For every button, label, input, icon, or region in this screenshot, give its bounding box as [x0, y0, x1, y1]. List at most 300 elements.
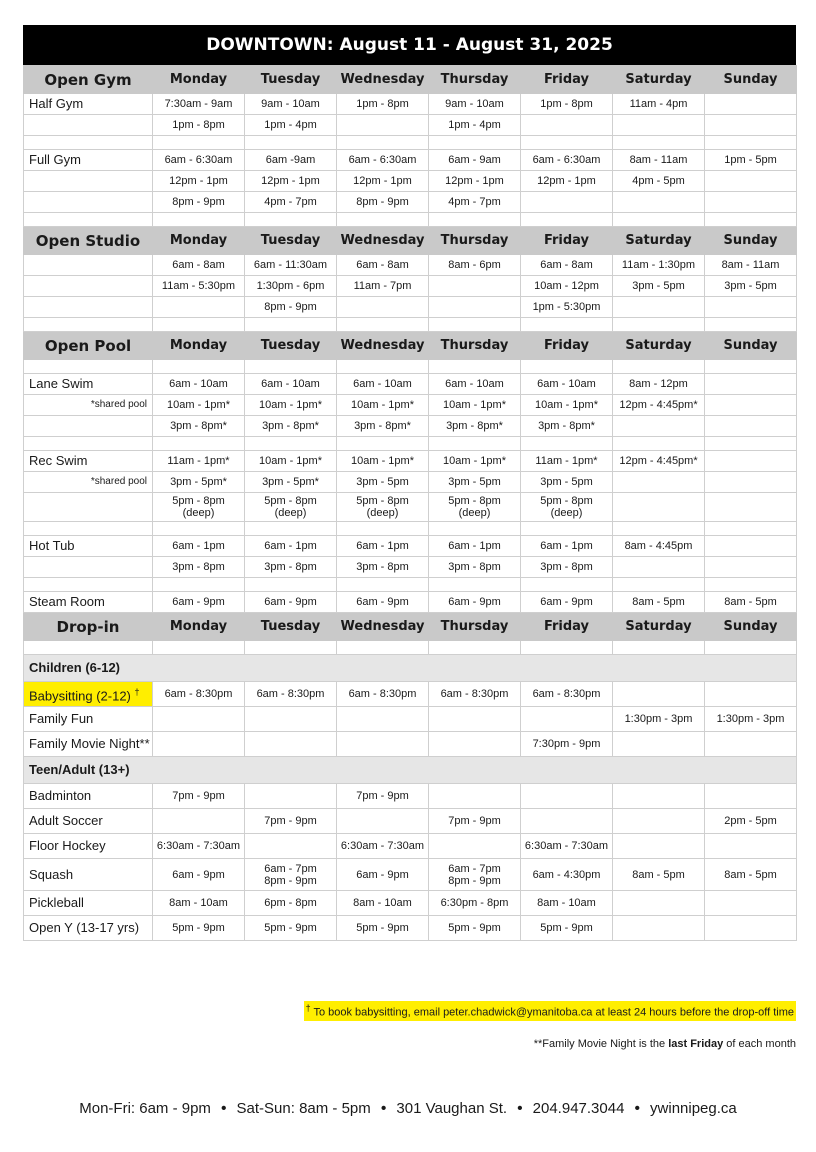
time-cell	[153, 784, 245, 809]
empty-cell	[337, 641, 429, 655]
time-cell: 9am - 10am	[429, 94, 521, 115]
time-cell: 3pm - 8pm	[521, 557, 613, 578]
time-cell: 12pm - 4:45pm*	[613, 395, 705, 416]
day-header: Friday	[521, 332, 613, 360]
time-value: 6pm - 8pm	[264, 897, 317, 909]
time-cell: 10am - 12pm	[521, 276, 613, 297]
time-value: 6am - 9pm	[172, 868, 225, 881]
empty-cell	[613, 136, 705, 150]
rec-swim-row	[24, 472, 797, 493]
day-header: Wednesday	[337, 613, 429, 641]
open-pool-heading: Open Pool	[24, 332, 153, 360]
activity-label: Badminton	[24, 784, 153, 809]
time-cell: 3pm - 5pm*	[153, 472, 245, 493]
weekend-hours: Sat-Sun: 8am - 5pm	[236, 1100, 371, 1117]
deep-time: 5pm - 8pm	[356, 495, 409, 507]
time-value: 8am - 5pm	[632, 868, 685, 881]
time-cell	[705, 94, 797, 115]
time-cell: 6am - 8:30pm	[153, 682, 245, 707]
activity-label: Rec Swim	[24, 451, 153, 472]
time-cell: 3pm - 8pm	[429, 557, 521, 578]
time-cell	[521, 859, 613, 891]
activity-label: Family Fun	[24, 707, 153, 732]
time-cell: 6am - 9pm	[153, 592, 245, 613]
empty-cell	[429, 360, 521, 374]
time-cell: 6am - 1pm	[337, 536, 429, 557]
time-cell: 3pm - 8pm	[245, 557, 337, 578]
empty-cell	[521, 136, 613, 150]
time-cell	[153, 891, 245, 916]
time-cell	[705, 536, 797, 557]
activity-label	[24, 493, 153, 522]
time-value: 6:30pm - 8pm	[440, 897, 509, 909]
empty-cell	[613, 360, 705, 374]
time-cell: 3pm - 8pm*	[337, 416, 429, 437]
time-cell: 3pm - 8pm	[337, 557, 429, 578]
day-header: Tuesday	[245, 332, 337, 360]
time-cell: 8am - 11am	[613, 150, 705, 171]
time-cell	[613, 784, 705, 809]
empty-cell	[153, 213, 245, 227]
time-value: 6:30am - 7:30am	[340, 840, 425, 852]
activity-label: Family Movie Night**	[24, 732, 153, 757]
empty-cell	[429, 318, 521, 332]
time-cell	[429, 276, 521, 297]
time-cell	[613, 416, 705, 437]
deep-label: (deep)	[274, 507, 307, 519]
empty-cell	[705, 318, 797, 332]
time-value: 5pm - 9pm	[264, 922, 317, 934]
drop-in-header-row	[24, 613, 797, 641]
activity-label: Adult Soccer	[24, 809, 153, 834]
time-cell	[705, 557, 797, 578]
address: 301 Vaughan St.	[396, 1100, 508, 1117]
activity-label: Open Y (13-17 yrs)	[24, 916, 153, 941]
time-cell	[613, 891, 705, 916]
separator-dot: •	[634, 1100, 640, 1117]
empty-cell	[337, 136, 429, 150]
activity-label	[24, 416, 153, 437]
time-cell: 6am - 8:30pm	[521, 682, 613, 707]
day-header: Monday	[153, 332, 245, 360]
time-cell: 3pm - 5pm*	[245, 472, 337, 493]
time-cell	[429, 859, 521, 891]
time-cell: 3pm - 5pm	[613, 276, 705, 297]
empty-cell	[153, 641, 245, 655]
hot-tub-row	[24, 536, 797, 557]
time-cell: 6am - 6:30am	[337, 150, 429, 171]
time-cell	[245, 891, 337, 916]
deep-label: (deep)	[366, 507, 399, 519]
separator-dot: •	[380, 1100, 387, 1117]
empty-cell	[521, 213, 613, 227]
separator-dot: •	[221, 1100, 227, 1117]
day-header: Saturday	[613, 613, 705, 641]
empty-cell	[521, 522, 613, 536]
time-cell: 10am - 1pm*	[429, 395, 521, 416]
schedule-table	[23, 65, 797, 941]
time-cell: 10am - 1pm*	[153, 395, 245, 416]
time-cell	[705, 891, 797, 916]
time-cell: 8am - 5pm	[613, 592, 705, 613]
time-cell	[153, 732, 245, 757]
time-cell	[153, 859, 245, 891]
open-studio-heading: Open Studio	[24, 227, 153, 255]
time-cell: 8am - 6pm	[429, 255, 521, 276]
day-header: Wednesday	[337, 332, 429, 360]
time-cell: 1pm - 5:30pm	[521, 297, 613, 318]
time-cell	[337, 859, 429, 891]
time-cell: 11am - 5:30pm	[153, 276, 245, 297]
time-cell	[245, 707, 337, 732]
time-cell	[153, 916, 245, 941]
teen-row	[24, 834, 797, 859]
teen-subheader-row	[24, 757, 797, 784]
time-cell: 8pm - 9pm	[337, 192, 429, 213]
time-cell	[337, 115, 429, 136]
phone-number: 204.947.3044	[532, 1100, 625, 1117]
time-cell	[613, 809, 705, 834]
time-cell: 8am - 11am	[705, 255, 797, 276]
time-cell: 6am - 11:30am	[245, 255, 337, 276]
time-cell	[245, 493, 337, 522]
open-pool-header-row	[24, 332, 797, 360]
empty-cell	[337, 437, 429, 451]
time-value: 5pm - 9pm	[540, 922, 593, 934]
time-cell	[521, 809, 613, 834]
time-cell: 3pm - 8pm*	[429, 416, 521, 437]
empty-cell	[153, 136, 245, 150]
activity-label	[24, 171, 153, 192]
time-cell: 8am - 12pm	[613, 374, 705, 395]
time-value: 8pm - 9pm	[264, 874, 317, 887]
empty-cell	[337, 360, 429, 374]
open-gym-row	[24, 171, 797, 192]
time-cell	[705, 192, 797, 213]
teen-row	[24, 784, 797, 809]
empty-cell	[24, 360, 153, 374]
empty-cell	[245, 213, 337, 227]
time-cell: 1pm - 5pm	[705, 150, 797, 171]
children-row	[24, 707, 797, 732]
time-cell	[613, 115, 705, 136]
empty-cell	[429, 578, 521, 592]
time-cell	[521, 493, 613, 522]
time-value: 8am - 10am	[537, 897, 596, 909]
time-cell	[705, 493, 797, 522]
time-cell	[429, 732, 521, 757]
empty-cell	[337, 522, 429, 536]
time-value: 6:30am - 7:30am	[524, 840, 609, 852]
time-cell	[337, 784, 429, 809]
babysitting-label	[24, 682, 153, 707]
time-cell	[245, 784, 337, 809]
lane-swim-row	[24, 416, 797, 437]
time-cell: 4pm - 7pm	[245, 192, 337, 213]
activity-label: Full Gym	[24, 150, 153, 171]
empty-cell	[613, 641, 705, 655]
empty-cell	[245, 522, 337, 536]
time-cell: 8am - 5pm	[705, 592, 797, 613]
time-cell	[705, 451, 797, 472]
time-cell: 12pm - 1pm	[521, 171, 613, 192]
time-cell	[613, 297, 705, 318]
time-cell	[613, 472, 705, 493]
empty-cell	[153, 360, 245, 374]
empty-cell	[429, 437, 521, 451]
deep-time: 5pm - 8pm	[264, 495, 317, 507]
open-gym-row	[24, 115, 797, 136]
time-cell	[521, 707, 613, 732]
time-cell	[705, 732, 797, 757]
open-studio-header-row	[24, 227, 797, 255]
time-cell: 6am - 10am	[245, 374, 337, 395]
spacer-row	[24, 136, 797, 150]
time-cell	[613, 192, 705, 213]
open-studio-row	[24, 255, 797, 276]
day-header: Wednesday	[337, 227, 429, 255]
open-studio-row	[24, 297, 797, 318]
time-cell	[521, 115, 613, 136]
day-header: Monday	[153, 66, 245, 94]
time-value: 7pm - 9pm	[264, 815, 317, 827]
day-header: Thursday	[429, 613, 521, 641]
empty-cell	[705, 578, 797, 592]
empty-cell	[705, 213, 797, 227]
day-header: Thursday	[429, 227, 521, 255]
empty-cell	[521, 578, 613, 592]
time-cell: 6am - 1pm	[429, 536, 521, 557]
babysitting-footnote-text: To book babysitting, email peter.chadwick@ymanitoba.ca at least 24 hours before the drop-off time	[313, 1006, 794, 1019]
spacer-row	[24, 360, 797, 374]
time-value: 6am - 9pm	[356, 868, 409, 881]
time-cell	[613, 916, 705, 941]
time-value: 8pm - 9pm	[448, 874, 501, 887]
day-header: Tuesday	[245, 66, 337, 94]
deep-time: 5pm - 8pm	[540, 495, 593, 507]
time-cell: 6am - 9pm	[429, 592, 521, 613]
time-cell	[245, 834, 337, 859]
time-value: 5pm - 9pm	[448, 922, 501, 934]
time-cell: 6am - 1pm	[245, 536, 337, 557]
time-cell: 3pm - 5pm	[429, 472, 521, 493]
teen-row	[24, 891, 797, 916]
time-cell: 12pm - 4:45pm*	[613, 451, 705, 472]
open-studio-row	[24, 276, 797, 297]
day-header: Thursday	[429, 66, 521, 94]
time-cell: 11am - 1pm*	[521, 451, 613, 472]
spacer-row	[24, 213, 797, 227]
time-value: 6am - 7pm	[264, 862, 317, 875]
time-cell: 6am -9am	[245, 150, 337, 171]
time-cell	[429, 916, 521, 941]
movie-night-footnote	[534, 1038, 796, 1050]
rec-swim-deep-row	[24, 493, 797, 522]
time-cell: 3pm - 8pm*	[153, 416, 245, 437]
day-header: Monday	[153, 613, 245, 641]
time-cell: 1pm - 8pm	[337, 94, 429, 115]
time-cell: 6am - 8am	[337, 255, 429, 276]
spacer-row	[24, 641, 797, 655]
time-value: 7pm - 9pm	[356, 790, 409, 802]
time-cell	[245, 916, 337, 941]
time-value: 6am - 4:30pm	[532, 868, 601, 881]
time-cell: 6am - 8am	[521, 255, 613, 276]
time-cell	[429, 809, 521, 834]
time-cell	[705, 784, 797, 809]
activity-label: Floor Hockey	[24, 834, 153, 859]
time-cell: 3pm - 8pm*	[521, 416, 613, 437]
time-cell: 12pm - 1pm	[337, 171, 429, 192]
activity-label	[24, 255, 153, 276]
time-cell	[245, 732, 337, 757]
time-value: 7pm - 9pm	[172, 790, 225, 802]
time-cell	[429, 493, 521, 522]
movie-note-bold: last Friday	[668, 1038, 724, 1050]
time-cell: 11am - 4pm	[613, 94, 705, 115]
time-cell	[429, 784, 521, 809]
time-cell	[705, 834, 797, 859]
time-cell: 9am - 10am	[245, 94, 337, 115]
time-cell: 6am - 9am	[429, 150, 521, 171]
time-value: 6:30am - 7:30am	[156, 840, 241, 852]
time-cell: 6am - 8:30pm	[245, 682, 337, 707]
hot-tub-row	[24, 557, 797, 578]
empty-cell	[24, 213, 153, 227]
time-cell: 11am - 1pm*	[153, 451, 245, 472]
deep-label: (deep)	[458, 507, 491, 519]
spacer-row	[24, 578, 797, 592]
time-cell	[429, 891, 521, 916]
time-cell	[613, 557, 705, 578]
time-cell	[705, 115, 797, 136]
deep-time: 5pm - 8pm	[448, 495, 501, 507]
empty-cell	[613, 213, 705, 227]
activity-label: Squash	[24, 859, 153, 891]
empty-cell	[613, 437, 705, 451]
empty-cell	[245, 437, 337, 451]
time-value: 8am - 10am	[169, 897, 228, 909]
children-subheading: Children (6-12)	[24, 655, 797, 682]
time-cell	[429, 707, 521, 732]
empty-cell	[153, 437, 245, 451]
day-header: Sunday	[705, 613, 797, 641]
time-cell	[613, 834, 705, 859]
activity-label	[24, 557, 153, 578]
time-cell	[705, 297, 797, 318]
empty-cell	[24, 578, 153, 592]
time-cell: 8pm - 9pm	[245, 297, 337, 318]
empty-cell	[705, 437, 797, 451]
empty-cell	[429, 522, 521, 536]
day-header: Friday	[521, 66, 613, 94]
empty-cell	[613, 578, 705, 592]
time-value: 5pm - 9pm	[356, 922, 409, 934]
empty-cell	[613, 522, 705, 536]
time-cell	[245, 859, 337, 891]
time-cell: 6am - 1pm	[521, 536, 613, 557]
time-cell: 1pm - 4pm	[245, 115, 337, 136]
time-cell: 8pm - 9pm	[153, 192, 245, 213]
empty-cell	[429, 641, 521, 655]
drop-in-heading: Drop-in	[24, 613, 153, 641]
time-cell	[521, 891, 613, 916]
activity-label	[24, 192, 153, 213]
time-cell	[245, 809, 337, 834]
time-cell: 6am - 9pm	[245, 592, 337, 613]
time-cell: 8am - 4:45pm	[613, 536, 705, 557]
time-cell: 10am - 1pm*	[245, 395, 337, 416]
activity-label: Half Gym	[24, 94, 153, 115]
website-link[interactable]: ywinnipeg.ca	[650, 1100, 737, 1117]
time-cell: 3pm - 8pm*	[245, 416, 337, 437]
time-cell	[705, 682, 797, 707]
time-cell: 10am - 1pm*	[337, 451, 429, 472]
steam-room-row	[24, 592, 797, 613]
day-header: Sunday	[705, 66, 797, 94]
empty-cell	[245, 318, 337, 332]
time-cell	[337, 916, 429, 941]
time-cell	[705, 395, 797, 416]
time-cell: 4pm - 5pm	[613, 171, 705, 192]
empty-cell	[245, 136, 337, 150]
time-cell: 6am - 6:30am	[153, 150, 245, 171]
time-cell: 11am - 1:30pm	[613, 255, 705, 276]
empty-cell	[337, 318, 429, 332]
day-header: Tuesday	[245, 227, 337, 255]
teen-subheading: Teen/Adult (13+)	[24, 757, 797, 784]
day-header: Thursday	[429, 332, 521, 360]
day-header: Sunday	[705, 332, 797, 360]
time-cell	[521, 916, 613, 941]
empty-cell	[153, 578, 245, 592]
time-cell: 6am - 10am	[153, 374, 245, 395]
time-cell: 6am - 6:30am	[521, 150, 613, 171]
time-cell: 10am - 1pm*	[337, 395, 429, 416]
empty-cell	[245, 360, 337, 374]
time-cell: 12pm - 1pm	[153, 171, 245, 192]
day-header: Friday	[521, 227, 613, 255]
time-cell: 6am - 1pm	[153, 536, 245, 557]
time-cell: 6am - 10am	[429, 374, 521, 395]
time-cell: 6am - 10am	[337, 374, 429, 395]
time-cell	[613, 732, 705, 757]
deep-label: (deep)	[182, 507, 215, 519]
lane-swim-row	[24, 374, 797, 395]
time-value: 2pm - 5pm	[724, 815, 777, 827]
time-value: 8am - 10am	[353, 897, 412, 909]
time-cell: 1pm - 4pm	[429, 115, 521, 136]
time-cell: 10am - 1pm*	[245, 451, 337, 472]
empty-cell	[337, 578, 429, 592]
empty-cell	[337, 213, 429, 227]
activity-label	[24, 276, 153, 297]
empty-cell	[24, 437, 153, 451]
time-cell: 12pm - 1pm	[245, 171, 337, 192]
time-cell: 1:30pm - 3pm	[613, 707, 705, 732]
empty-cell	[705, 136, 797, 150]
time-cell	[153, 809, 245, 834]
time-cell	[337, 732, 429, 757]
time-cell	[153, 707, 245, 732]
day-header: Saturday	[613, 332, 705, 360]
day-header: Saturday	[613, 66, 705, 94]
dagger-mark: †	[305, 1003, 311, 1013]
time-cell	[705, 171, 797, 192]
time-cell	[337, 493, 429, 522]
contact-footer	[0, 1100, 816, 1117]
time-cell: 11am - 7pm	[337, 276, 429, 297]
